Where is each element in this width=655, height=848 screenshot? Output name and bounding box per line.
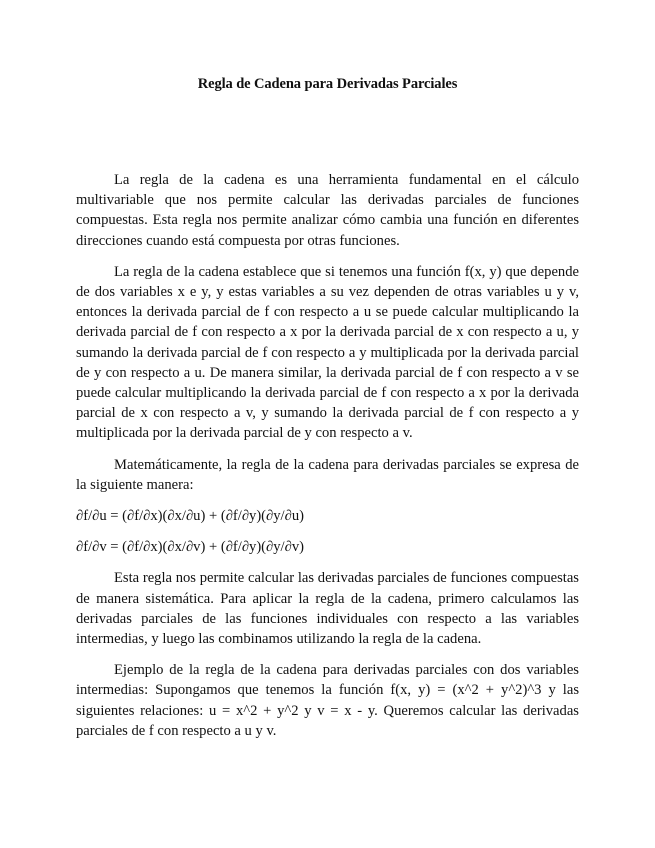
- paragraph-explanation: La regla de la cadena establece que si tenemos una función f(x, y) que depende de dos variables x e y, y estas variables a su vez dependen de otras variables u y v, entonces la derivada parcial de f con respecto a u se puede calcular multiplicando la derivada parcial de f con respecto a x por la derivada parcial de x con respecto a u, y sumando la derivada parcial de f con respecto a y multiplicada por la derivada parcial de y con respecto a u. De manera similar, la derivada parcial de f con respecto a v se puede calcular multiplicando la derivada parcial de f con respecto a x por la derivada parcial de x con respecto a v, y sumando la derivada parcial de f con respecto a y multiplicada por la derivada parcial de y con respecto a v.: [76, 263, 579, 442]
- document-body: [76, 170, 579, 741]
- paragraph-application: Esta regla nos permite calcular las derivadas parciales de funciones compuestas de manera sistemática. Para aplicar la regla de la cadena, primero calculamos las derivadas parciales de las funciones individuales con respecto a las variables intermedias, y luego las combinamos utilizando la regla de la cadena.: [76, 570, 579, 648]
- paragraph-math-intro: Matemáticamente, la regla de la cadena para derivadas parciales se expresa de la siguiente manera:: [76, 456, 579, 493]
- equation-df-dv: ∂f/∂v = (∂f/∂x)(∂x/∂v) + (∂f/∂y)(∂y/∂v): [76, 539, 304, 556]
- paragraph-intro: La regla de la cadena es una herramienta fundamental en el cálculo multivariable que nos permite calcular las derivadas parciales de funciones compuestas. Esta regla nos permite analizar cómo cambia una función en diferentes direcciones cuando está compuesta por otras funciones.: [76, 172, 579, 249]
- equation-df-du: ∂f/∂u = (∂f/∂x)(∂x/∂u) + (∂f/∂y)(∂y/∂u): [76, 508, 304, 525]
- page-title: Regla de Cadena para Derivadas Parciales: [197, 76, 458, 92]
- paragraph-example: Ejemplo de la regla de la cadena para derivadas parciales con dos variables intermedias: Supongamos que tenemos la función f(x, y) = (x^2 + y^2)^3 y las siguientes relaciones: u = x^2 + y^2 y v = x - y. Queremos calcular las derivadas parciales de f con respecto a u y v.: [76, 662, 579, 739]
